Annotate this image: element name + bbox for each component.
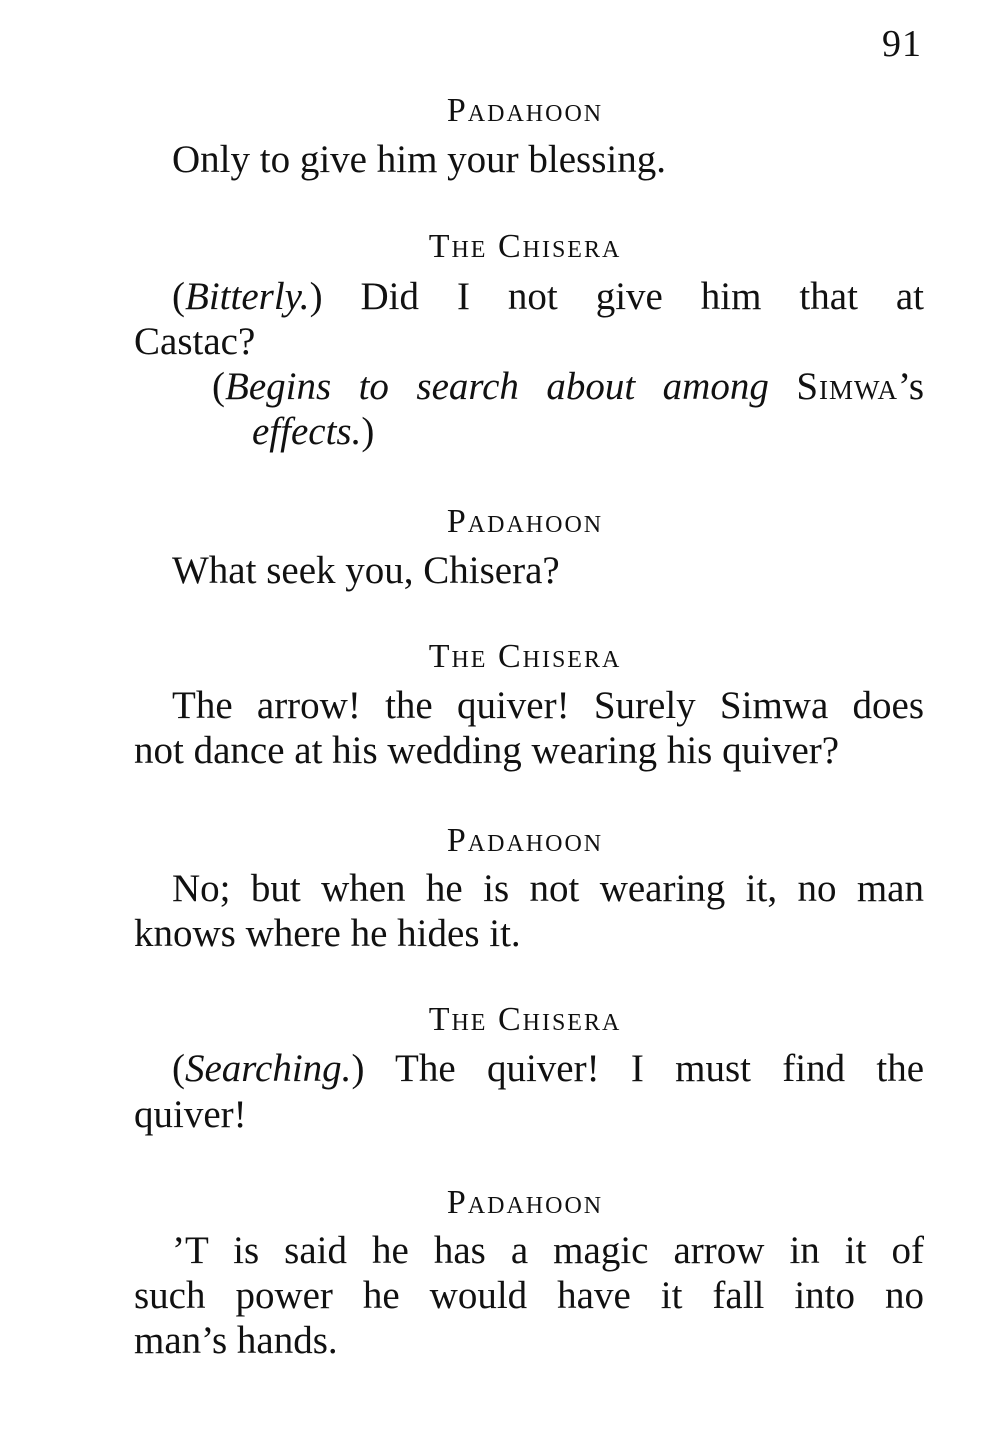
dialogue-line: Only to give him your blessing. (172, 138, 666, 181)
stage-direction: Bitterly. (185, 275, 310, 318)
dialogue-text: The quiver! I must find the (395, 1047, 925, 1090)
speaker-name: The Chisera (428, 638, 622, 675)
character-name: Simwa (796, 365, 898, 408)
dialogue-line: Castac? (134, 320, 256, 363)
parenthesis: ) (309, 275, 323, 318)
speaker-name: The Chisera (428, 228, 622, 265)
speaker-name: Padahoon (446, 822, 604, 859)
speaker-name: Padahoon (446, 1184, 604, 1221)
possessive: ’s (898, 365, 925, 408)
dialogue-line: No; but when he is not wearing it, no man (172, 867, 924, 910)
parenthesis: ( (172, 275, 185, 318)
parenthesis: ( (212, 365, 225, 408)
dialogue-line: quiver! (134, 1093, 247, 1136)
dialogue-line: man’s hands. (134, 1319, 338, 1362)
parenthesis: ( (172, 1047, 185, 1090)
dialogue-text: Did I not give him that at (360, 275, 924, 318)
dialogue-line: such power he would have it fall into no (134, 1274, 924, 1317)
stage-direction-line (212, 364, 924, 409)
speaker-name: Padahoon (446, 503, 604, 540)
speaker-name: Padahoon (446, 92, 604, 129)
dialogue-line: The arrow! the quiver! Surely Simwa does (172, 684, 924, 727)
dialogue-line (134, 274, 924, 319)
parenthesis: ) (361, 410, 375, 453)
stage-direction: Begins to search about among (225, 365, 769, 408)
dialogue-line (134, 1046, 924, 1091)
dialogue-line: What seek you, Chisera? (172, 549, 560, 592)
stage-direction-line (252, 409, 924, 454)
stage-direction: Searching. (185, 1047, 352, 1090)
parenthesis: ) (351, 1047, 365, 1090)
dialogue-line: not dance at his wedding wearing his quiver? (134, 729, 840, 772)
page-number: 91 (882, 23, 922, 65)
dialogue-line: ’T is said he has a magic arrow in it of (172, 1229, 924, 1272)
speaker-name: The Chisera (428, 1001, 622, 1038)
stage-direction: effects. (252, 410, 362, 453)
dialogue-line: knows where he hides it. (134, 912, 521, 955)
